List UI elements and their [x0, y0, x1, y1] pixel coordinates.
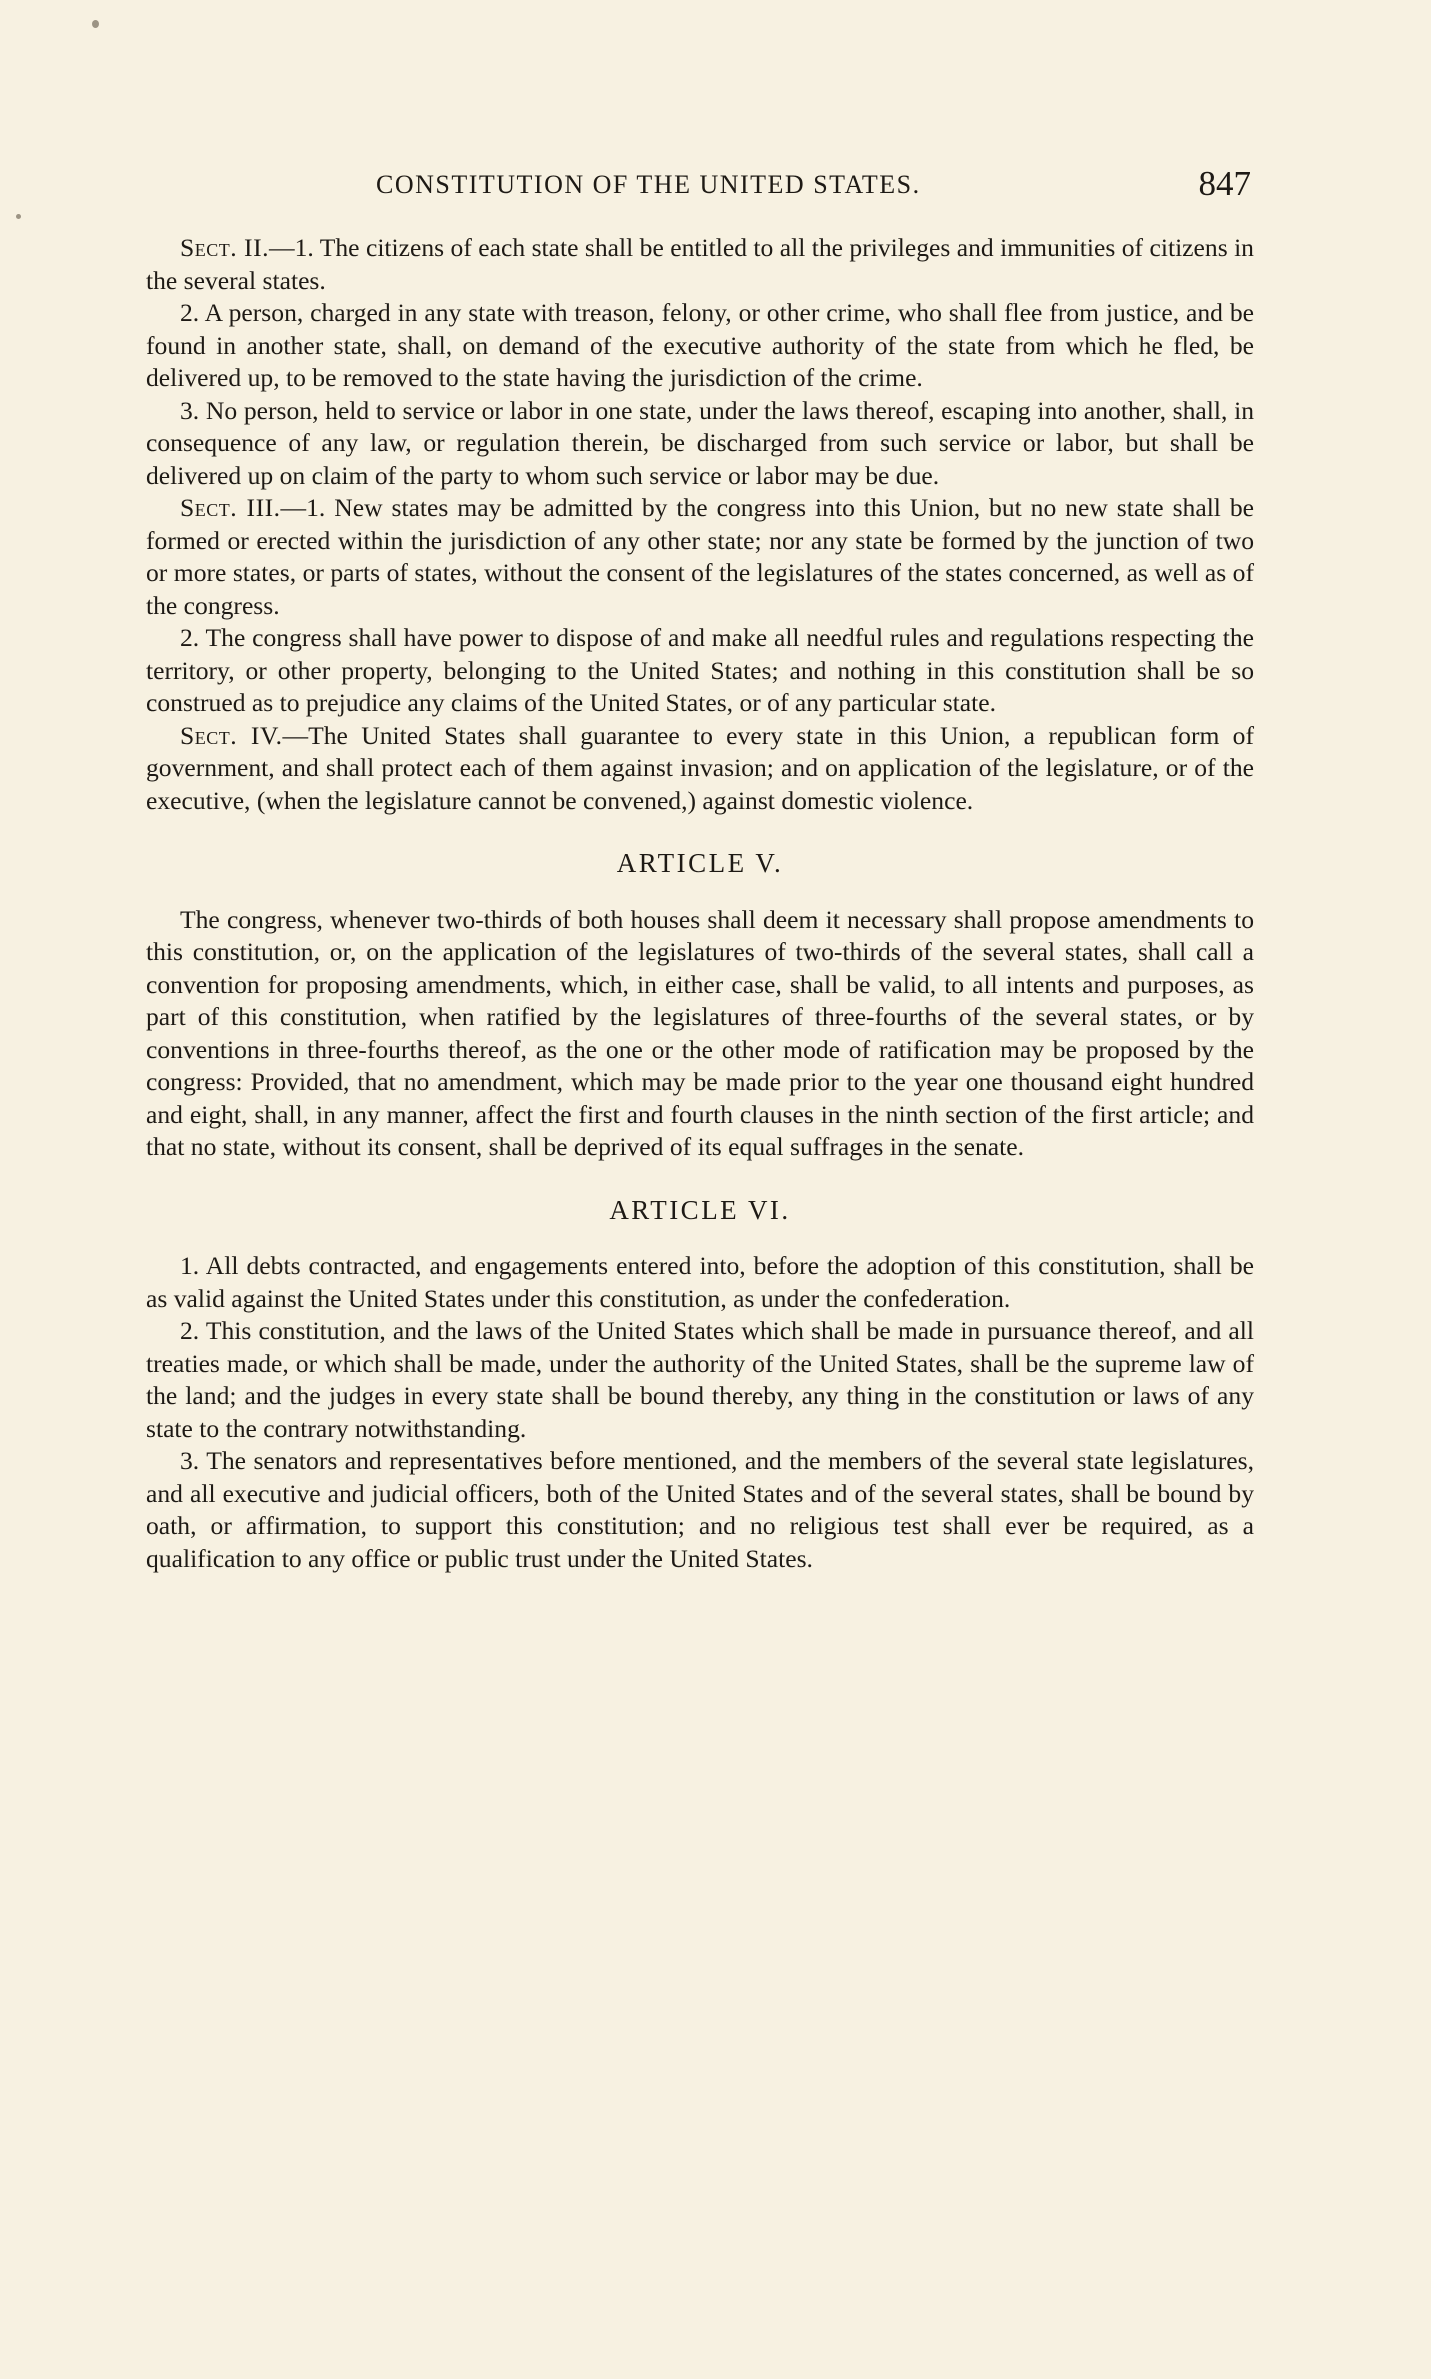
- section-2-clause-1: [146, 232, 1254, 297]
- article-vi-clause-1: 1. All debts contracted, and engagements entered into, before the adoption of this constitution, shall be as valid against the United States under this constitution, as under the confederation.: [146, 1251, 1254, 1313]
- page-number: 847: [1198, 164, 1251, 203]
- section-4: [146, 720, 1254, 818]
- section-3-clause-2: 2. The congress shall have power to dispose of and make all needful rules and regulations respecting the territory, or other property, belonging to the United States; and nothing in this constitution shall be so construed as to prejudice any claims of the United States, or of any particular state.: [146, 623, 1254, 717]
- section-3-clause-1: [146, 492, 1254, 622]
- paper-speck: [92, 20, 99, 28]
- section-2-clause-3: 3. No person, held to service or labor in one state, under the laws thereof, escaping into another, shall, in consequence of any law, or regulation therein, be discharged from such service or labor, but shall be delivered up on claim of the party to whom such service or labor may be due.: [146, 395, 1254, 490]
- section-4-text: —The United States shall guarantee to every state in this Union, a republican form of government, and shall protect each of them against invasion; and on application of the legislature, or of the executive, (when the legislature cannot be convened,) against domestic violence.: [146, 720, 1254, 815]
- section-3-clause-1-text: —1. New states may be admitted by the congress into this Union, but no new state shall be formed or erected within the jurisdiction of any other state; nor any state be formed by the junction of two or more states, or parts of states, without the consent of the legislatures of the states concerned, as well as of the congress.: [146, 493, 1254, 620]
- article-v-paragraph: The congress, whenever two-thirds of both houses shall deem it necessary shall propose amendments to this constitution, or, on the application of the legislatures of two-thirds of the several states, shall call a convention for proposing amendments, which, in either case, shall be valid, to all intents and purposes, as part of this constitution, when ratified by the legislatures of three-fourths of the several states, or by conventions in three-fourths thereof, as the one or the other mode of ratification may be proposed by the congress: Provided, that no amendment, which may be made prior to the year one thousand eight hundred and eight, shall, in any manner, affect the first and fourth clauses in the ninth section of the first article; and that no state, without its consent, shall be deprived of its equal suffrages in the senate.: [146, 904, 1254, 1161]
- section-4-mark: Sect. IV.: [180, 720, 283, 750]
- section-3-mark: Sect. III.: [180, 493, 281, 522]
- article-vi-heading: ARTICLE VI.: [609, 1194, 791, 1225]
- section-2-clause-2: 2. A person, charged in any state with treason, felony, or other crime, who shall flee from justice, and be found in another state, shall, on demand of the executive authority of the state from which he fled, be delivered up, to be removed to the state having the jurisdiction of the crime.: [146, 298, 1254, 392]
- article-vi-clause-3: 3. The senators and representatives before mentioned, and the members of the several state legislatures, and all executive and judicial officers, both of the United States and of the several states, shall be bound by oath, or affirmation, to support this constitution; and no religious test shall ever be required, as a qualification to any office or public trust under the United States.: [146, 1446, 1254, 1573]
- running-head: [376, 164, 1251, 208]
- article-vi-clause-2: 2. This constitution, and the laws of the United States which shall be made in pursuance thereof, and all treaties made, or which shall be made, under the authority of the United States, shall be the supreme law of the land; and the judges in every state shall be bound thereby, any thing in the constitution or laws of any state to the contrary notwithstanding.: [146, 1316, 1254, 1443]
- paper-speck: [16, 214, 21, 219]
- section-2-mark: Sect. II.: [180, 233, 269, 262]
- article-v-heading: ARTICLE V.: [616, 848, 784, 878]
- body-text: [146, 232, 1254, 1575]
- section-2-clause-1-text: —1. The citizens of each state shall be entitled to all the privileges and immunities of citizens in the several states.: [146, 233, 1254, 295]
- running-title: CONSTITUTION OF THE UNITED STATES.: [376, 170, 921, 199]
